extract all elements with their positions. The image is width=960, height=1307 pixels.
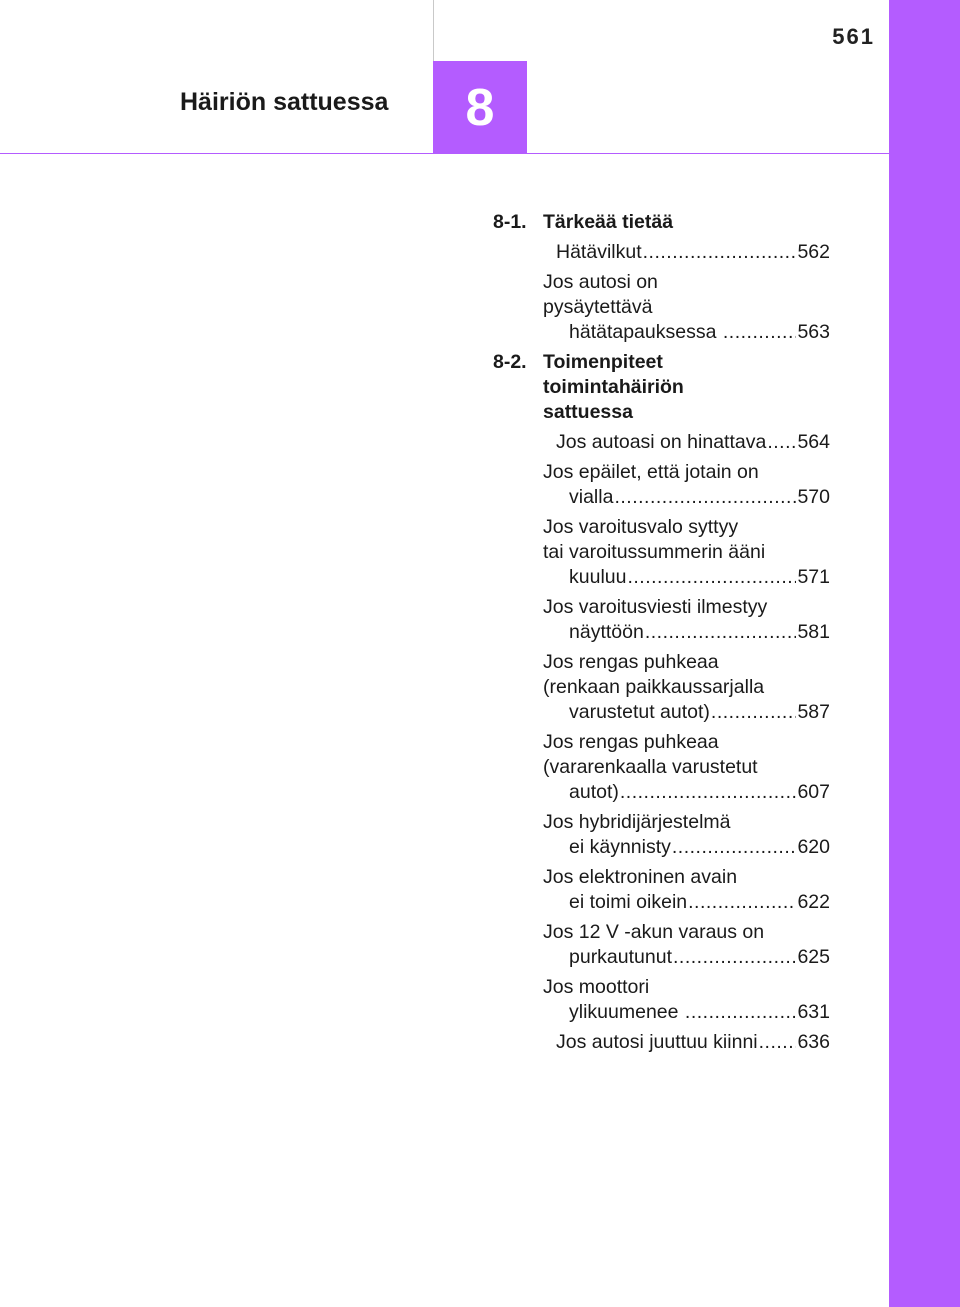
toc-entry-line — [569, 320, 830, 345]
toc-page-number: 581 — [797, 621, 830, 643]
toc-entry[interactable] — [493, 595, 830, 645]
toc-entry-line — [569, 945, 830, 970]
toc-entry-line — [543, 810, 830, 835]
toc-entry[interactable] — [493, 270, 830, 345]
dot-leader — [767, 430, 796, 455]
toc-entry-line — [569, 485, 830, 510]
toc-page-number: 563 — [797, 321, 830, 343]
dot-leader — [672, 835, 797, 860]
toc-entry-text: Jos varoitusviesti ilmestyy — [543, 596, 768, 618]
toc-page-number: 587 — [797, 701, 830, 723]
toc-entry-line — [543, 975, 830, 1000]
toc-entry-text: purkautunut — [569, 946, 672, 968]
toc-entry-line — [543, 650, 830, 675]
chapter-number: 8 — [465, 78, 495, 137]
toc-page-number: 571 — [797, 566, 830, 588]
section-title-line: sattuessa — [543, 401, 633, 423]
toc-entry[interactable] — [493, 975, 830, 1025]
toc-page-number: 636 — [797, 1031, 830, 1053]
toc-entry-text: (vararenkaalla varustetut — [543, 756, 758, 778]
toc-entry-text: Jos 12 V -akun varaus on — [543, 921, 765, 943]
chapter-number-box — [433, 61, 527, 154]
toc-entry-line — [543, 865, 830, 890]
toc-page-number: 625 — [797, 946, 830, 968]
toc-entry-text: Jos elektroninen avain — [543, 866, 738, 888]
toc-entry[interactable] — [493, 730, 830, 805]
toc-page-number: 620 — [797, 836, 830, 858]
toc-entry-line — [543, 755, 830, 780]
toc-page-number: 570 — [797, 486, 830, 508]
toc-entry-text: Hätävilkut — [556, 241, 642, 263]
table-of-contents — [493, 210, 830, 1060]
toc-entry-text: kuuluu — [569, 566, 627, 588]
toc-section — [493, 210, 830, 235]
section-title — [543, 350, 830, 425]
page-number: 561 — [832, 24, 875, 49]
toc-entry-text: Jos hybridijärjestelmä — [543, 811, 731, 833]
toc-entry-line — [569, 835, 830, 860]
toc-entry-text: Jos autosi juuttuu kiinni — [556, 1031, 758, 1053]
toc-entry-text: ei toimi oikein — [569, 891, 688, 913]
dot-leader — [759, 1030, 797, 1055]
toc-entry-text: varustetut autot) — [569, 701, 710, 723]
dot-leader — [643, 240, 797, 265]
toc-entry[interactable] — [493, 650, 830, 725]
toc-entry-text: Jos autoasi on hinattava — [556, 431, 767, 453]
toc-entry-line — [543, 295, 830, 320]
toc-entry-text: Jos epäilet, että jotain on — [543, 461, 759, 483]
toc-entry-line — [543, 270, 830, 295]
toc-entry-line — [569, 780, 830, 805]
dot-leader — [627, 565, 796, 590]
toc-entry[interactable] — [493, 240, 830, 265]
chapter-side-tab — [889, 0, 960, 1307]
dot-leader — [620, 780, 797, 805]
toc-entry[interactable] — [493, 515, 830, 590]
toc-entry-text: näyttöön — [569, 621, 644, 643]
toc-entry-text: autot) — [569, 781, 619, 803]
toc-entry-text: Jos moottori — [543, 976, 650, 998]
toc-page-number: 631 — [797, 1001, 830, 1023]
dot-leader — [711, 700, 797, 725]
dot-leader — [614, 485, 796, 510]
toc-section — [493, 350, 830, 425]
toc-entry-text: tai varoitussummerin ääni — [543, 541, 766, 563]
toc-entry-line — [543, 675, 830, 700]
toc-entry[interactable] — [493, 1030, 830, 1055]
toc-entry-line — [569, 620, 830, 645]
toc-entry-text: Jos varoitusvalo syttyy — [543, 516, 739, 538]
toc-entry-line — [556, 1030, 830, 1055]
header-rule — [0, 153, 889, 154]
toc-entry-line — [556, 240, 830, 265]
section-title — [543, 210, 830, 235]
toc-entry-line — [543, 595, 830, 620]
toc-page-number: 562 — [797, 241, 830, 263]
toc-entry[interactable] — [493, 460, 830, 510]
toc-entry-line — [543, 515, 830, 540]
toc-entry-line — [543, 540, 830, 565]
dot-leader — [685, 1000, 797, 1025]
toc-entry-text: ei käynnisty — [569, 836, 671, 858]
toc-entry-text: ylikuumenee — [569, 1001, 684, 1023]
toc-entry-line — [543, 730, 830, 755]
toc-entry-text: Jos rengas puhkeaa — [543, 731, 719, 753]
section-title-line: Tärkeää tietää — [543, 211, 674, 233]
toc-entry-text: hätätapauksessa — [569, 321, 722, 343]
toc-entry-line — [569, 700, 830, 725]
dot-leader — [673, 945, 796, 970]
section-number: 8-1. — [493, 211, 527, 233]
dot-leader — [723, 320, 797, 345]
toc-entry-text: Jos autosi on — [543, 271, 658, 293]
toc-entry[interactable] — [493, 865, 830, 915]
toc-entry-text: pysäytettävä — [543, 296, 653, 318]
toc-page-number: 622 — [797, 891, 830, 913]
toc-entry-text: (renkaan paikkaussarjalla — [543, 676, 765, 698]
section-number: 8-2. — [493, 351, 527, 373]
toc-entry-line — [569, 565, 830, 590]
section-title-line: toimintahäiriön — [543, 376, 684, 398]
toc-page-number: 607 — [797, 781, 830, 803]
toc-entry-line — [569, 1000, 830, 1025]
toc-page-number: 564 — [797, 431, 830, 453]
toc-entry-line — [569, 890, 830, 915]
toc-entry-line — [543, 460, 830, 485]
section-title-line: Toimenpiteet — [543, 351, 663, 373]
chapter-title: Häiriön sattuessa — [180, 88, 389, 116]
toc-entry-text: Jos rengas puhkeaa — [543, 651, 719, 673]
toc-entry-text: vialla — [569, 486, 614, 508]
header-divider — [433, 0, 434, 62]
toc-entry-line — [556, 430, 830, 455]
toc-entry[interactable] — [493, 810, 830, 860]
dot-leader — [645, 620, 797, 645]
toc-entry-line — [543, 920, 830, 945]
dot-leader — [688, 890, 796, 915]
toc-entry[interactable] — [493, 430, 830, 455]
toc-entry[interactable] — [493, 920, 830, 970]
